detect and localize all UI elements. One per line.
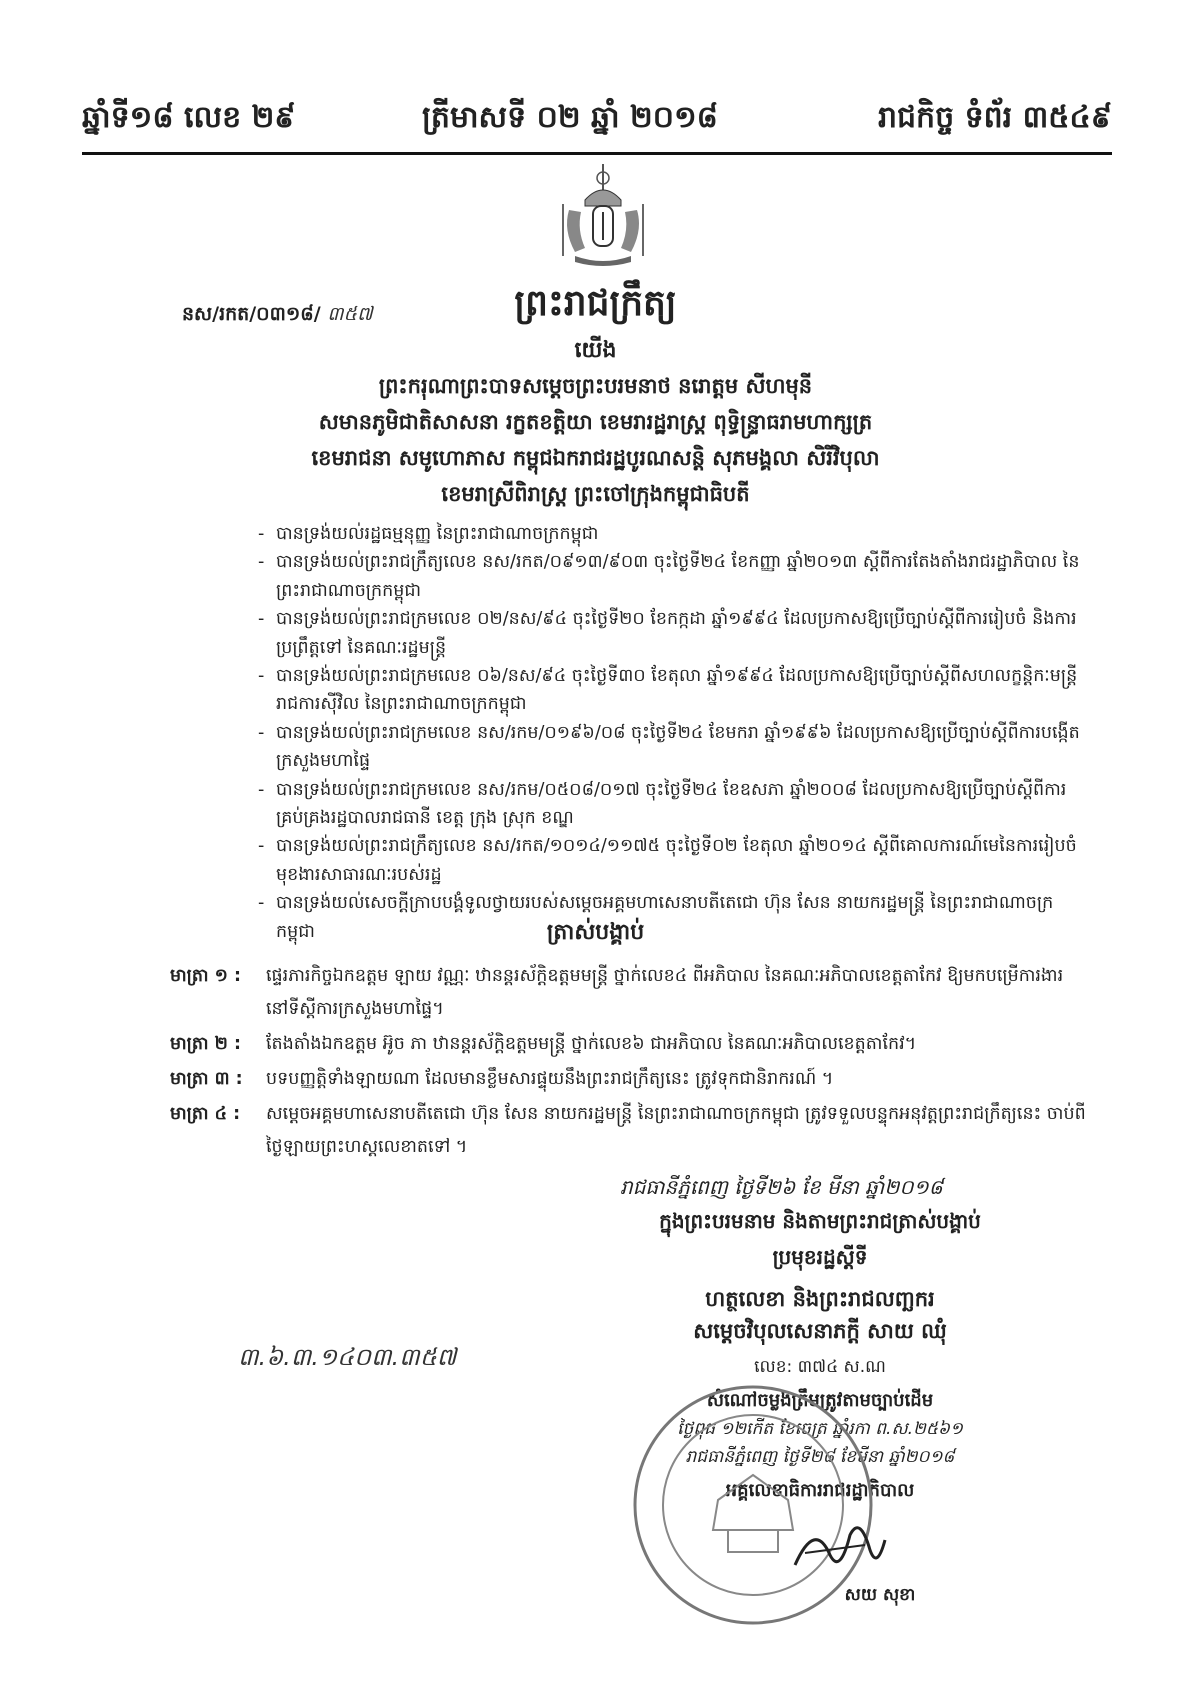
visa-item: - បានទ្រង់យល់ព្រះរាជក្រឹត្យលេខ នស/រកត/១០១៤/១១៧៥ ចុះថ្ងៃទី០២ ខែតុលា ឆ្នាំ២០១៤ ស្តីពីគោលការណ៍មេនៃការរៀបចំមុខងារសាធារណៈរបស់រដ្ឋ [258, 832, 1088, 889]
certifier-title: អគ្គលេខាធិការរាជរដ្ឋាភិបាល [725, 1480, 915, 1501]
preamble-we: យើង [574, 338, 617, 363]
reference-number-printed: នស/រកត/០៣១៨/ [182, 303, 321, 325]
royal-emblem-icon [555, 160, 651, 270]
king-title-block [0, 368, 1191, 512]
handwritten-margin-note: ៣.៦.៣.១៤០៣.៣៥៧ [238, 1343, 457, 1371]
signature-line: ក្នុងព្រះបរមនាម និងតាមព្រះរាជត្រាស់បង្គាប់ [659, 1209, 981, 1233]
article-label: មាត្រា ១ : [170, 966, 241, 986]
article-item [170, 1063, 1090, 1096]
handwritten-signature [785, 1515, 895, 1585]
article-label: មាត្រា ៣ : [170, 1069, 243, 1089]
king-title-line: ខេមរាជនា សមូហោភាស កម្ពុជឯករាជរដ្ឋបូរណសន្តិ សុភមង្គលា សិរីវិបុលា [311, 446, 880, 470]
visa-item: - បានទ្រង់យល់ព្រះរាជក្រមលេខ ០២/នស/៩៤ ចុះថ្ងៃទី២០ ខែកក្កដា ឆ្នាំ១៩៩៤ ដែលប្រកាសឱ្យប្រើច្បាប់ស្តីពីការរៀបចំ និងការប្រព្រឹត្តទៅ នៃគណៈរដ្ឋមន្ត្រី [258, 605, 1088, 662]
document-title: ព្រះរាជក្រឹត្យ [514, 282, 677, 324]
decree-heading: ត្រាស់បង្គាប់ [546, 920, 645, 945]
king-title-line: សមានភូមិជាតិសាសនា រក្ខតខត្តិយា ខេមរារដ្ឋរាស្ត្រ ពុទ្ធិន្ទ្រាធរាមហាក្សត្រ [318, 410, 873, 434]
signature-line: ហត្ថលេខា និងព្រះរាជលញ្ឆករ [705, 1287, 935, 1311]
signature-line: ប្រមុខរដ្ឋស្តីទី [772, 1245, 868, 1269]
signatory-name: សម្តេចវិបុលសេនាភក្តី សាយ ឈុំ [693, 1319, 947, 1343]
certifier-name: សយ សុខា [844, 1585, 916, 1605]
signature-number: លេខ: ៣៧៤ ស.ណ [754, 1357, 886, 1377]
reference-number [182, 302, 373, 330]
header-quarter: ត្រីមាសទី ០២ ឆ្នាំ ២០១៨ [422, 100, 718, 135]
article-text: តែងតាំងឯកឧត្តម អ៊ូច ភា ឋានន្តរស័ក្តិឧត្តមមន្ត្រី ថ្នាក់លេខ៦ ជាអភិបាល នៃគណៈអភិបាលខេត្តតាកែវ។ [266, 1034, 917, 1054]
visa-item: - បានទ្រង់យល់រដ្ឋធម្មនុញ្ញ នៃព្រះរាជាណាចក្រកម្ពុជា [258, 520, 1088, 548]
certified-copy-heading: សំណៅចម្លងត្រឹមត្រូវតាមច្បាប់ដើម [706, 1390, 934, 1411]
visa-item: - បានទ្រង់យល់ព្រះរាជក្រមលេខ ០៦/នស/៩៤ ចុះថ្ងៃទី៣០ ខែតុលា ឆ្នាំ១៩៩៤ ដែលប្រកាសឱ្យប្រើច្បាប់ស្តីពីសហលក្ខន្តិកៈមន្ត្រីរាជការស៊ីវិល នៃព្រះរាជាណាចក្រកម្ពុជា [258, 662, 1088, 719]
visa-list [258, 520, 1088, 946]
visa-item: - បានទ្រង់យល់ព្រះរាជក្រមលេខ នស/រកម/០៥០៨/០១៧ ចុះថ្ងៃទី២៤ ខែឧសភា ឆ្នាំ២០០៨ ដែលប្រកាសឱ្យប្រើច្បាប់ស្តីពីការគ្រប់គ្រងរដ្ឋបាលរាជធានី ខេត្ត ក្រុង ស្រុក ខណ្ឌ [258, 776, 1088, 833]
king-title-line: ខេមរាស្រីពិរាស្ត្រ ព្រះចៅក្រុងកម្ពុជាធិបតី [441, 482, 750, 506]
lunar-date: ថ្ងៃពុធ ១២កើត ខែចេត្រ ឆ្នាំរកា ព.ស.២៥៦១ [677, 1419, 963, 1439]
article-label: មាត្រា ២ : [170, 1034, 241, 1054]
article-label: មាត្រា ៤ : [170, 1104, 241, 1124]
visa-item: - បានទ្រង់យល់សេចក្តីក្រាបបង្គំទូលថ្វាយរបស់សម្តេចអគ្គមហាសេនាបតីតេជោ ហ៊ុន សែន នាយករដ្ឋមន្ត្រី នៃព្រះរាជាណាចក្រកម្ពុជា [258, 889, 1088, 946]
article-item [170, 1098, 1090, 1164]
article-list [170, 960, 1090, 1166]
article-text: សម្តេចអគ្គមហាសេនាបតីតេជោ ហ៊ុន សែន នាយករដ្ឋមន្ត្រី នៃព្រះរាជាណាចក្រកម្ពុជា ត្រូវទទួលបន្ទុកអនុវត្តព្រះរាជក្រឹត្យនេះ ចាប់ពីថ្ងៃឡាយព្រះហស្តលេខាតទៅ ។ [266, 1104, 1086, 1157]
article-text: បទបញ្ញត្តិទាំងឡាយណា ដែលមានខ្លឹមសារផ្ទុយនឹងព្រះរាជក្រឹត្យនេះ ត្រូវទុកជានិរាករណ៍ ។ [266, 1069, 834, 1089]
visa-item: - បានទ្រង់យល់ព្រះរាជក្រឹត្យលេខ នស/រកត/០៩១៣/៩០៣ ចុះថ្ងៃទី២៤ ខែកញ្ញា ឆ្នាំ២០១៣ ស្តីពីការតែងតាំងរាជរដ្ឋាភិបាល នៃព្រះរាជាណាចក្រកម្ពុជា [258, 548, 1088, 605]
place-and-date: រាជធានីភ្នំពេញ ថ្ងៃទី២៦ ខែ មីនា ឆ្នាំ២០១៨ [620, 1175, 943, 1199]
article-item [170, 1028, 1090, 1061]
visa-item: - បានទ្រង់យល់ព្រះរាជក្រមលេខ នស/រកម/០១៩៦/០៨ ចុះថ្ងៃទី២៤ ខែមករា ឆ្នាំ១៩៩៦ ដែលប្រកាសឱ្យប្រើច្បាប់ស្តីពីការបង្កើតក្រសួងមហាផ្ទៃ [258, 719, 1088, 776]
reference-number-handwritten: ៣៥៧ [327, 303, 373, 325]
king-title-line: ព្រះករុណាព្រះបាទសម្តេចព្រះបរមនាថ នរោត្តម សីហមុនី [378, 374, 813, 398]
certification-date: រាជធានីភ្នំពេញ ថ្ងៃទី២៨ ខែមីនា ឆ្នាំ២០១៨ [685, 1447, 955, 1467]
article-item [170, 960, 1090, 1026]
gazette-header [82, 92, 1112, 155]
article-text: ផ្ទេរភារកិច្ចឯកឧត្តម ឡាយ វណ្ណៈ ឋានន្តរស័ក្តិឧត្តមមន្ត្រី ថ្នាក់លេខ៤ ពីអភិបាល នៃគណៈអភិបាលខេត្តតាកែវ ឱ្យមកបម្រើការងារនៅទីស្តីការក្រសួងមហាផ្ទៃ។ [266, 966, 1064, 1019]
header-page: រាជកិច្ច ទំព័រ ៣៥៤៩ [877, 100, 1112, 135]
header-year-issue: ឆ្នាំទី១៨ លេខ ២៩ [82, 100, 296, 135]
